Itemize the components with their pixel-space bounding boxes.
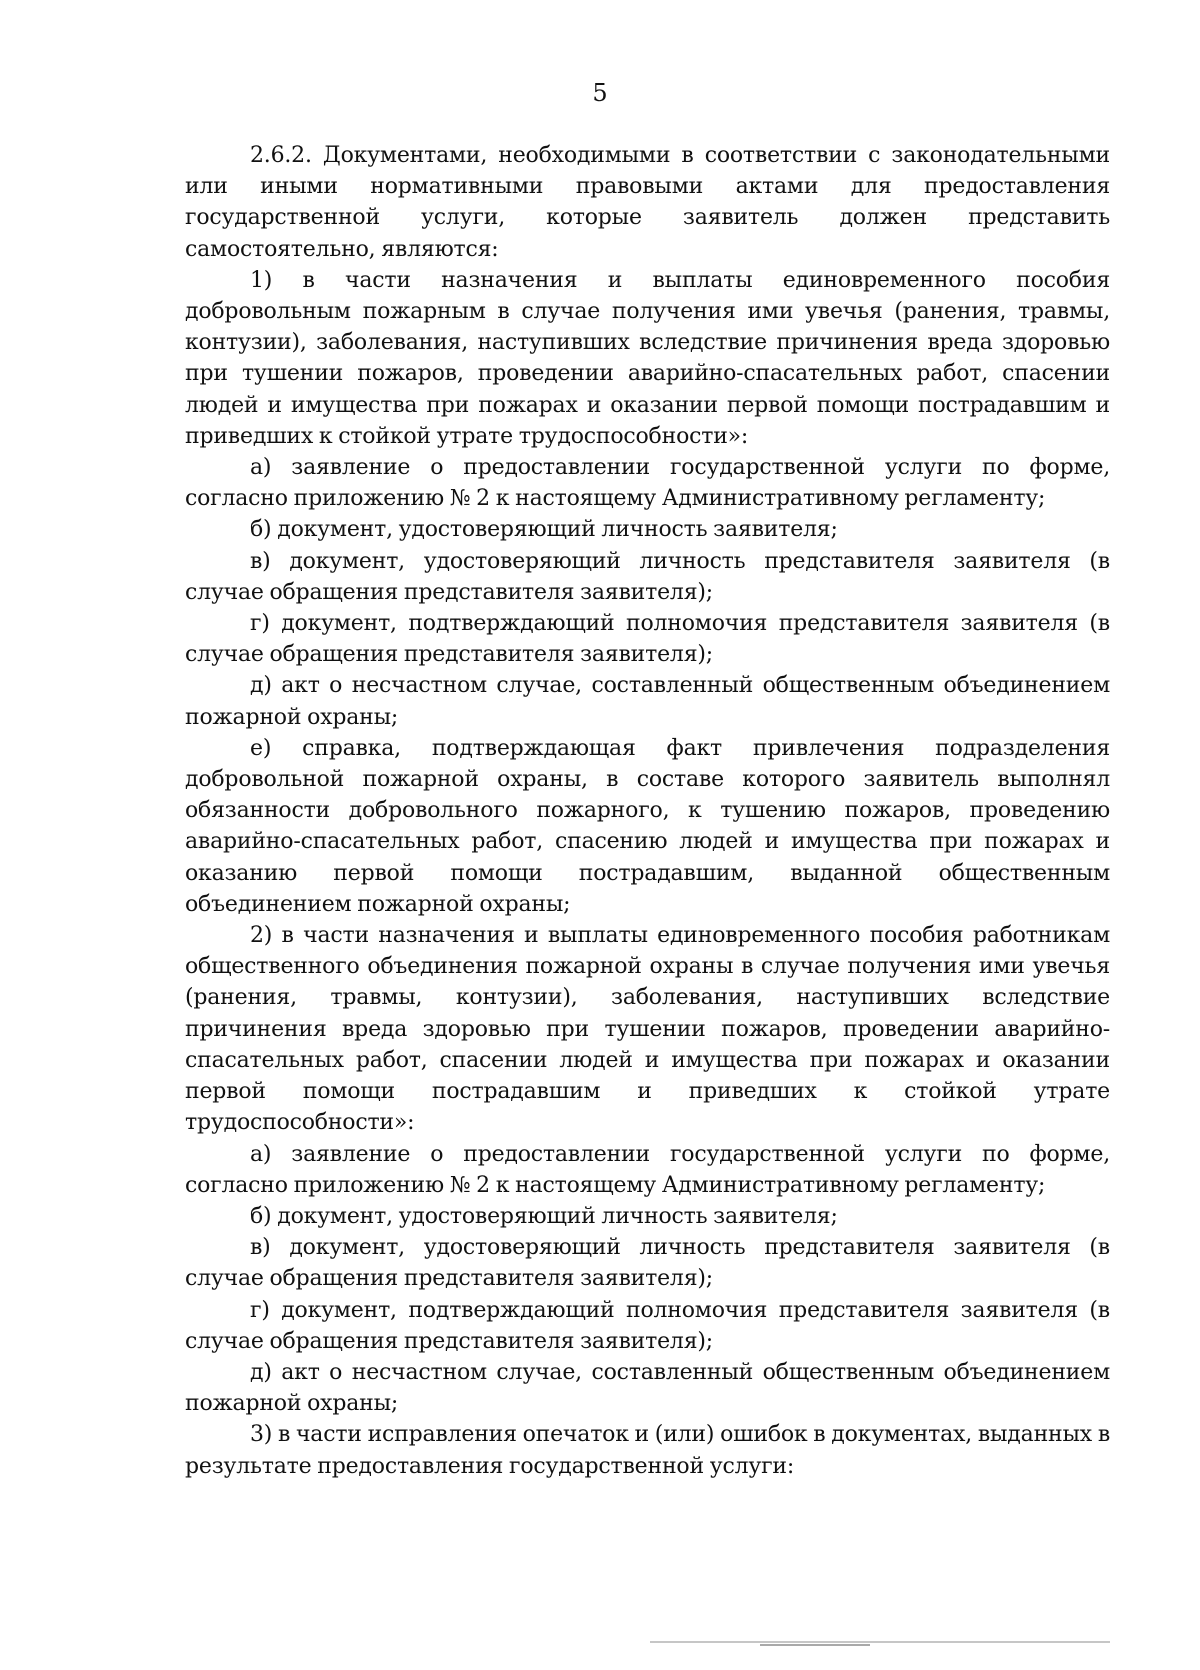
scan-artifact-line: [760, 1644, 870, 1646]
document-body: [185, 140, 1110, 1482]
paragraph-item-2a: а) заявление о предоставлении государственной услуги по форме, согласно приложению № 2 к настоящему Административному регламенту;: [185, 1141, 1110, 1198]
paragraph-item-2d: д) акт о несчастном случае, составленный общественным объединением пожарной охраны;: [185, 1359, 1110, 1417]
scan-artifact-line: [650, 1641, 1110, 1643]
paragraph-item-1v: в) документ, удостоверяющий личность представителя заявителя (в случае обращения представителя заявителя);: [185, 548, 1110, 605]
paragraph-item-1e: е) справка, подтверждающая факт привлечения подразделения добровольной пожарной охраны, в составе которого заявитель выполнял обязанности добровольного пожарного, к тушению пожаров, проведению аварийно-спасательных работ, спасению людей и имущества при пожарах и оказанию первой помощи пострадавшим, выданной общественным объединением пожарной охраны;: [185, 735, 1110, 917]
paragraph-item-1b: б) документ, удостоверяющий личность заявителя;: [250, 517, 838, 543]
paragraph-item-2: 2) в части назначения и выплаты единовременного пособия работникам общественного объединения пожарной охраны в случае получения ими увечья (ранения, травмы, контузии), заболевания, наступивших вследствие причинения вреда здоровью при тушении пожаров, проведении аварийно-спасательных работ, спасении людей и имущества при пожарах и оказании первой помощи пострадавшим и приведших к стойкой утрате трудоспособности»:: [185, 923, 1110, 1136]
paragraph-item-1d: д) акт о несчастном случае, составленный общественным объединением пожарной охраны;: [185, 673, 1110, 730]
paragraph-item-2g: г) документ, подтверждающий полномочия представителя заявителя (в случае обращения представителя заявителя);: [185, 1297, 1110, 1354]
paragraph-item-1a: а) заявление о предоставлении государственной услуги по форме, согласно приложению № 2 к настоящему Административному регламенту;: [185, 455, 1110, 512]
paragraph-item-2b: б) документ, удостоверяющий личность заявителя;: [250, 1203, 838, 1229]
paragraph-item-1: 1) в части назначения и выплаты единовременного пособия добровольным пожарным в случае получения ими увечья (ранения, травмы, контузии), заболевания, наступивших вследствие причинения вреда здоровью при тушении пожаров, проведении аварийно-спасательных работ, спасении людей и имущества при пожарах и оказании первой помощи пострадавшим и приведших к стойкой утрате трудоспособности»:: [185, 267, 1110, 449]
paragraph-item-3: 3) в части исправления опечаток и (или) ошибок в документах, выданных в результате предоставления государственной услуги:: [185, 1422, 1110, 1479]
paragraph-item-1g: г) документ, подтверждающий полномочия представителя заявителя (в случае обращения представителя заявителя);: [185, 611, 1110, 668]
paragraph-item-2v: в) документ, удостоверяющий личность представителя заявителя (в случае обращения представителя заявителя);: [185, 1235, 1110, 1292]
paragraph-2-6-2: 2.6.2. Документами, необходимыми в соответствии с законодательными или иными нормативными правовыми актами для предоставления государственной услуги, которые заявитель должен представить самостоятельно, являются:: [185, 143, 1110, 262]
page-number: 5: [592, 79, 608, 107]
